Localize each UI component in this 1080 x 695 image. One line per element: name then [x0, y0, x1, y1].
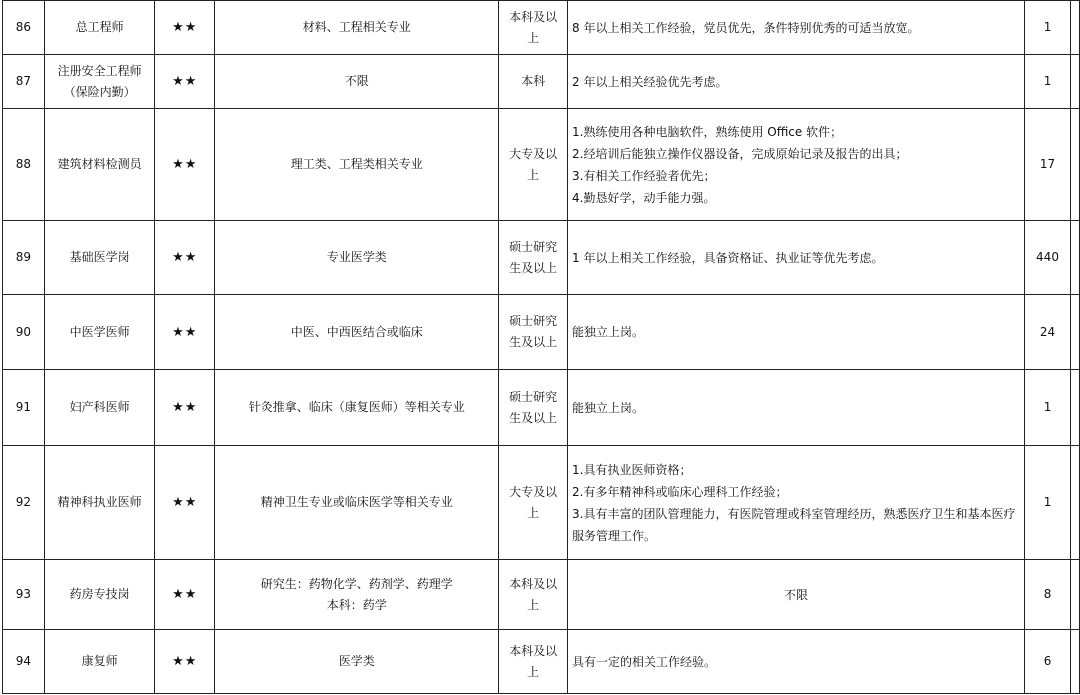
headcount: 8	[1025, 560, 1071, 630]
star-rating: ★★	[155, 560, 215, 630]
requirement-line: 8 年以上相关工作经验，党员优先，条件特别优秀的可适当放宽。	[572, 20, 920, 35]
requirement-line: 2.有多年精神科或临床心理科工作经验；	[572, 484, 788, 499]
row-number: 92	[3, 446, 45, 560]
table-row	[3, 370, 1080, 446]
table-row	[3, 55, 1080, 109]
requirement-line: 4.勤恳好学，动手能力强。	[572, 190, 716, 205]
major-requirement: 针灸推拿、临床（康复医师）等相关专业	[215, 370, 499, 446]
row-number: 89	[3, 221, 45, 295]
headcount: 1	[1025, 1, 1071, 55]
major-line: 本科：药学	[326, 597, 387, 612]
star-rating: ★★	[155, 109, 215, 221]
row-number: 87	[3, 55, 45, 109]
job-requirements	[568, 560, 1025, 630]
star-rating: ★★	[155, 370, 215, 446]
extra-cell	[1070, 630, 1079, 694]
requirement-line: 具有一定的相关工作经验。	[572, 654, 717, 669]
extra-cell	[1070, 109, 1079, 221]
headcount: 440	[1025, 221, 1071, 295]
star-rating: ★★	[155, 1, 215, 55]
row-number: 90	[3, 295, 45, 370]
row-number: 94	[3, 630, 45, 694]
education-requirement: 本科及以上	[499, 560, 568, 630]
job-table	[2, 0, 1080, 694]
row-number: 88	[3, 109, 45, 221]
major-requirement: 精神卫生专业或临床医学等相关专业	[215, 446, 499, 560]
headcount: 1	[1025, 370, 1071, 446]
major-requirement: 专业医学类	[215, 221, 499, 295]
job-requirements	[568, 295, 1025, 370]
headcount: 1	[1025, 446, 1071, 560]
extra-cell	[1070, 1, 1079, 55]
education-requirement: 硕士研究生及以上	[499, 370, 568, 446]
requirement-line: 3.具有丰富的团队管理能力，有医院管理或科室管理经历，熟悉医疗卫生和基本医疗服务管理工作。	[572, 506, 1016, 543]
job-title: 康复师	[44, 630, 154, 694]
star-rating: ★★	[155, 630, 215, 694]
education-requirement: 大专及以上	[499, 109, 568, 221]
star-rating: ★★	[155, 295, 215, 370]
table-row	[3, 295, 1080, 370]
education-requirement: 硕士研究生及以上	[499, 295, 568, 370]
extra-cell	[1070, 370, 1079, 446]
major-requirement: 不限	[215, 55, 499, 109]
extra-cell	[1070, 221, 1079, 295]
job-title: 建筑材料检测员	[44, 109, 154, 221]
extra-cell	[1070, 55, 1079, 109]
job-requirements	[568, 55, 1025, 109]
job-requirements	[568, 1, 1025, 55]
major-requirement: 理工类、工程类相关专业	[215, 109, 499, 221]
headcount: 6	[1025, 630, 1071, 694]
headcount: 24	[1025, 295, 1071, 370]
education-requirement: 本科及以上	[499, 630, 568, 694]
requirement-line: 能独立上岗。	[572, 400, 645, 415]
job-requirements	[568, 221, 1025, 295]
table-row	[3, 109, 1080, 221]
requirement-line: 能独立上岗。	[572, 325, 645, 339]
major-requirement: 材料、工程相关专业	[215, 1, 499, 55]
education-requirement: 大专及以上	[499, 446, 568, 560]
requirement-line: 2 年以上相关经验优先考虑。	[572, 74, 728, 89]
requirement-line: 1.熟练使用各种电脑软件，熟练使用 Office 软件；	[572, 124, 843, 139]
job-requirements	[568, 370, 1025, 446]
row-number: 86	[3, 1, 45, 55]
table-row	[3, 560, 1080, 630]
row-number: 93	[3, 560, 45, 630]
row-number: 91	[3, 370, 45, 446]
major-requirement: 医学类	[215, 630, 499, 694]
job-title: 精神科执业医师	[44, 446, 154, 560]
table-row	[3, 1, 1080, 55]
job-title: 基础医学岗	[44, 221, 154, 295]
education-requirement: 硕士研究生及以上	[499, 221, 568, 295]
requirement-line: 2.经培训后能独立操作仪器设备，完成原始记录及报告的出具；	[572, 146, 908, 161]
star-rating: ★★	[155, 55, 215, 109]
job-title: 中医学医师	[44, 295, 154, 370]
headcount: 1	[1025, 55, 1071, 109]
table-row	[3, 446, 1080, 560]
job-title: 妇产科医师	[44, 370, 154, 446]
extra-cell	[1070, 295, 1079, 370]
table-row	[3, 630, 1080, 694]
requirement-line: 1.具有执业医师资格；	[572, 462, 692, 477]
major-requirement	[215, 560, 499, 630]
job-title: 注册安全工程师（保险内勤）	[44, 55, 154, 109]
job-title: 药房专技岗	[44, 560, 154, 630]
table-row	[3, 221, 1080, 295]
extra-cell	[1070, 560, 1079, 630]
requirement-line: 1 年以上相关工作经验，具备资格证、执业证等优先考虑。	[572, 250, 884, 265]
headcount: 17	[1025, 109, 1071, 221]
job-requirements	[568, 630, 1025, 694]
star-rating: ★★	[155, 221, 215, 295]
extra-cell	[1070, 446, 1079, 560]
requirement-line: 3.有相关工作经验者优先；	[572, 168, 716, 183]
star-rating: ★★	[155, 446, 215, 560]
requirement-line: 不限	[784, 587, 809, 602]
major-line: 研究生：药物化学、药剂学、药理学	[260, 576, 453, 591]
job-requirements	[568, 109, 1025, 221]
education-requirement: 本科	[499, 55, 568, 109]
major-requirement: 中医、中西医结合或临床	[215, 295, 499, 370]
job-title: 总工程师	[44, 1, 154, 55]
education-requirement: 本科及以上	[499, 1, 568, 55]
job-requirements	[568, 446, 1025, 560]
